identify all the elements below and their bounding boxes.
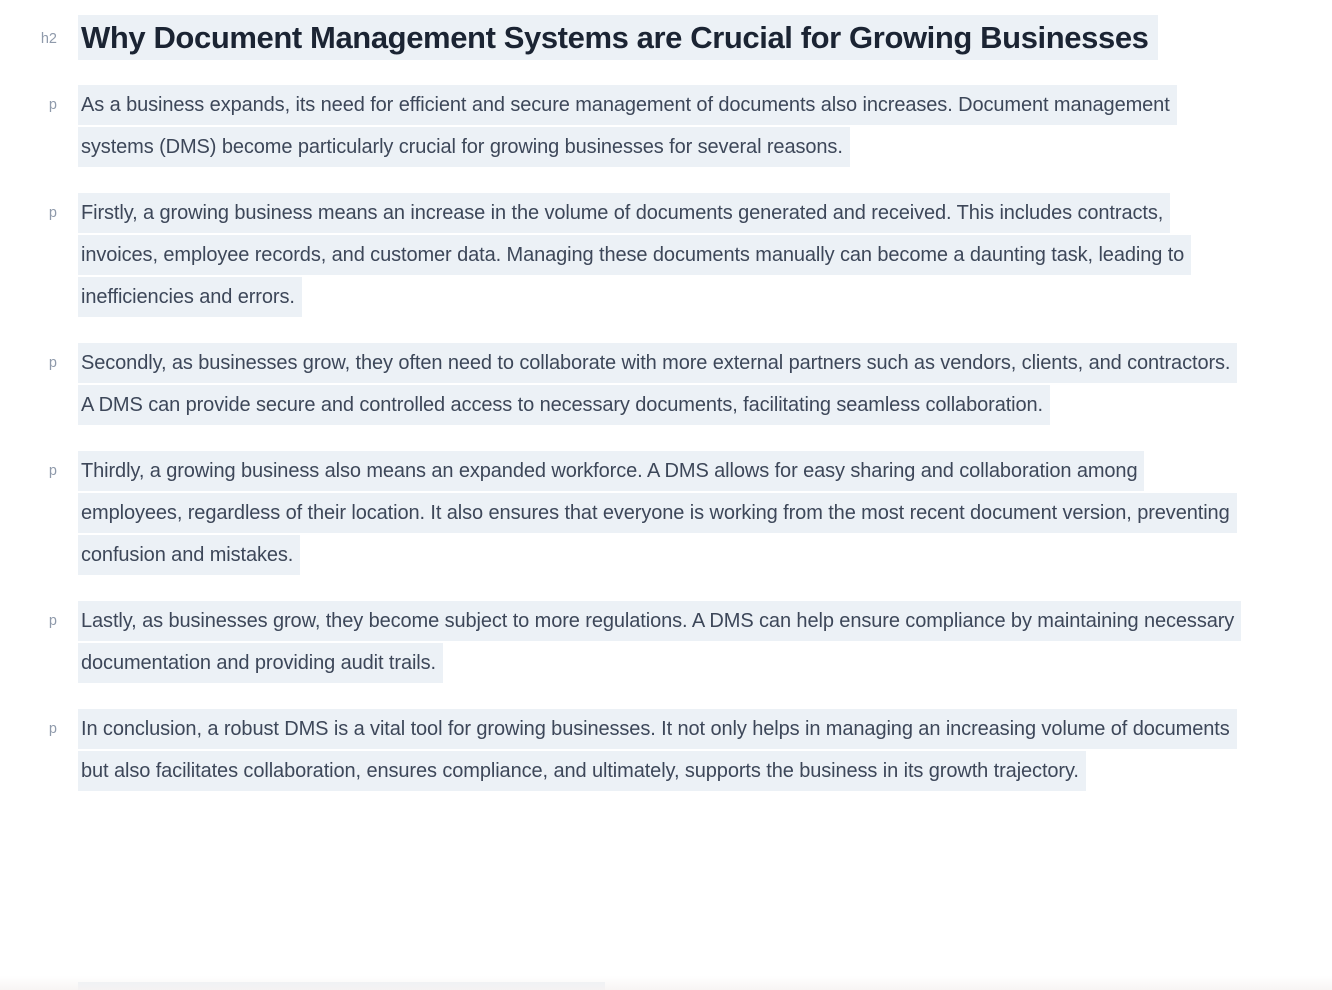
block-type-label: p <box>48 463 57 479</box>
block-type-label: p <box>48 205 57 221</box>
block-paragraph <box>0 600 1332 684</box>
paragraph-text-block[interactable] <box>78 708 1242 792</box>
block-paragraph <box>0 708 1332 792</box>
paragraph-text[interactable]: Thirdly, a growing business also means an expanded workforce. A DMS allows for easy sharing and collaboration among employees, regardless of their location. It also ensures that everyone is working from the most recent document version, preventing confusion and mistakes. <box>78 451 1237 575</box>
heading-text-block[interactable] <box>78 14 1242 62</box>
block-type-label: p <box>48 97 57 113</box>
next-block-partial[interactable] <box>78 982 605 990</box>
block-type-label: h2 <box>40 31 57 47</box>
paragraph-text-block[interactable] <box>78 342 1242 426</box>
block-type-label: p <box>48 613 57 629</box>
block-type-label: p <box>48 355 57 371</box>
block-heading <box>0 14 1332 62</box>
block-paragraph <box>0 192 1332 318</box>
paragraph-text[interactable]: In conclusion, a robust DMS is a vital tool for growing businesses. It not only helps in managing an increasing volume of documents but also facilitates collaboration, ensures compliance, and ultimately, supports the business in its growth trajectory. <box>78 709 1237 791</box>
paragraph-text-block[interactable] <box>78 450 1242 576</box>
block-type-label: p <box>48 721 57 737</box>
paragraph-text[interactable]: Firstly, a growing business means an increase in the volume of documents generated and received. This includes contracts, invoices, employee records, and customer data. Managing these documents manually can become a daunting task, leading to inefficiencies and errors. <box>78 193 1191 317</box>
paragraph-text[interactable]: Secondly, as businesses grow, they often need to collaborate with more external partners such as vendors, clients, and contractors. A DMS can provide secure and controlled access to necessary documents, facilitating seamless collaboration. <box>78 343 1237 425</box>
paragraph-text[interactable]: Lastly, as businesses grow, they become subject to more regulations. A DMS can help ensure compliance by maintaining necessary documentation and providing audit trails. <box>78 601 1241 683</box>
paragraph-text-block[interactable] <box>78 600 1242 684</box>
heading-text[interactable]: Why Document Management Systems are Crucial for Growing Businesses <box>78 15 1158 60</box>
block-paragraph <box>0 342 1332 426</box>
block-paragraph <box>0 84 1332 168</box>
block-paragraph <box>0 450 1332 576</box>
paragraph-text-block[interactable] <box>78 192 1242 318</box>
paragraph-text[interactable]: As a business expands, its need for efficient and secure management of documents also increases. Document management systems (DMS) become particularly crucial for growing businesses for several reasons. <box>78 85 1177 167</box>
paragraph-text-block[interactable] <box>78 84 1242 168</box>
